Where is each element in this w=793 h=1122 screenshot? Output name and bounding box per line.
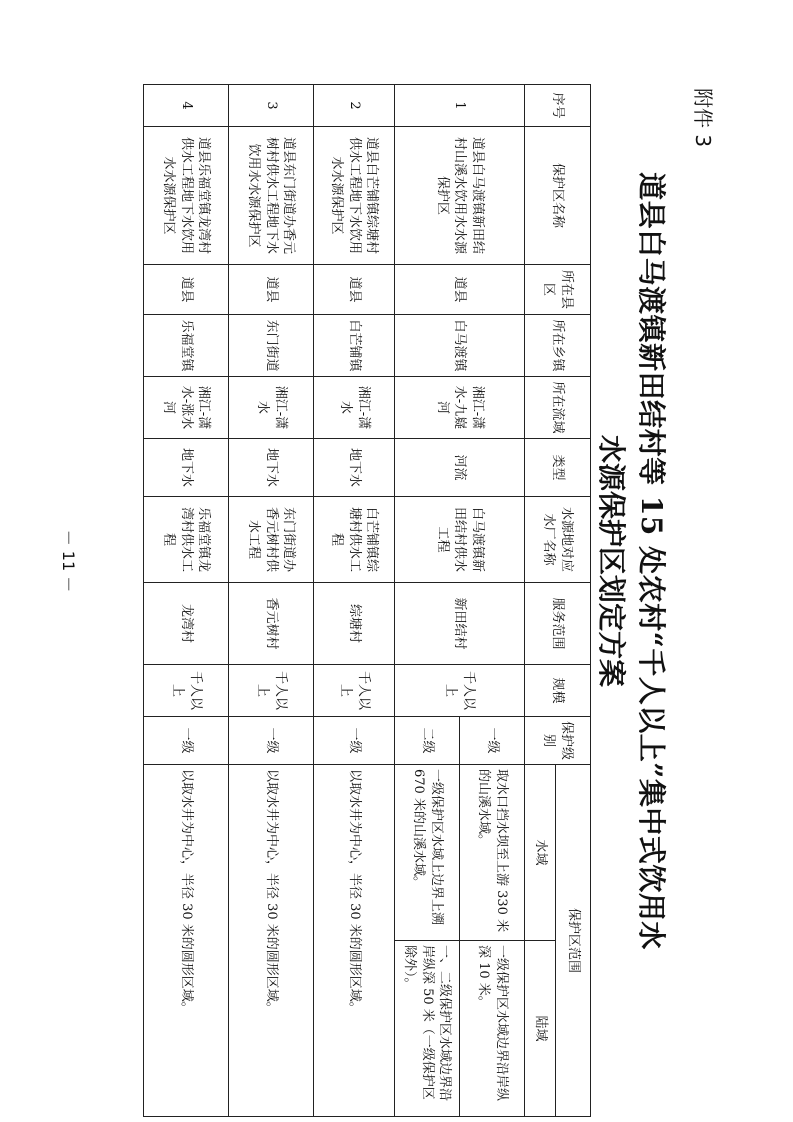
cell-service: 香元树村 bbox=[229, 583, 314, 665]
table-row bbox=[314, 85, 395, 1117]
protection-zone-table bbox=[143, 84, 591, 1117]
cell-seq: 4 bbox=[144, 85, 229, 127]
cell-seq: 1 bbox=[395, 85, 525, 127]
page-number: － 11 － bbox=[59, 529, 78, 593]
header-scale: 规模 bbox=[525, 665, 591, 717]
cell-name: 道县白马渡镇新田结村山溪水饮用水水源保护区 bbox=[395, 127, 525, 265]
cell-level: 二级 bbox=[395, 717, 460, 765]
cell-scale: 千人以上 bbox=[395, 665, 525, 717]
header-name: 保护区名称 bbox=[525, 127, 591, 265]
cell-county: 道县 bbox=[229, 265, 314, 315]
cell-town: 东门街道 bbox=[229, 315, 314, 377]
header-range: 保护区范围 bbox=[556, 765, 591, 1117]
cell-town: 白芒铺镇 bbox=[314, 315, 395, 377]
cell-plant: 白马渡镇新田结村供水工程 bbox=[395, 497, 525, 583]
cell-name: 道县东门街道办香元树村供水工程地下水饮用水水源保护区 bbox=[229, 127, 314, 265]
document-title-line2: 水源保护区划定方案 bbox=[595, 434, 628, 687]
header-type: 类型 bbox=[525, 439, 591, 497]
cell-county: 道县 bbox=[314, 265, 395, 315]
header-level: 保护级别 bbox=[525, 717, 591, 765]
cell-service: 龙湾村 bbox=[144, 583, 229, 665]
header-plant: 水源地对应水厂名称 bbox=[525, 497, 591, 583]
cell-level: 一级 bbox=[144, 717, 229, 765]
cell-basin: 湘江-潇水 bbox=[229, 377, 314, 439]
cell-type: 地下水 bbox=[144, 439, 229, 497]
cell-town: 乐福堂镇 bbox=[144, 315, 229, 377]
cell-plant: 乐福堂镇龙湾村供水工程 bbox=[144, 497, 229, 583]
cell-type: 地下水 bbox=[229, 439, 314, 497]
cell-type: 河流 bbox=[395, 439, 525, 497]
header-basin: 所在流域 bbox=[525, 377, 591, 439]
cell-scale: 千人以上 bbox=[314, 665, 395, 717]
cell-basin: 湘江-潇水-涨水河 bbox=[144, 377, 229, 439]
header-seq: 序号 bbox=[525, 85, 591, 127]
cell-seq: 3 bbox=[229, 85, 314, 127]
cell-range: 以取水井为中心，半径 30 米的圆形区域。 bbox=[229, 765, 314, 1117]
cell-basin: 湘江-潇水 bbox=[314, 377, 395, 439]
cell-level: 一级 bbox=[314, 717, 395, 765]
cell-level: 一级 bbox=[229, 717, 314, 765]
header-water: 水域 bbox=[525, 765, 556, 941]
cell-name: 道县白芒铺镇综塘村供水工程地下水饮用水水源保护区 bbox=[314, 127, 395, 265]
header-county: 所在县区 bbox=[525, 265, 591, 315]
header-town: 所在乡镇 bbox=[525, 315, 591, 377]
cell-service: 新田结村 bbox=[395, 583, 525, 665]
table-row bbox=[460, 85, 525, 1117]
cell-town: 白马渡镇 bbox=[395, 315, 525, 377]
table-row bbox=[144, 85, 229, 1117]
cell-range: 以取水井为中心，半径 30 米的圆形区域。 bbox=[144, 765, 229, 1117]
cell-water: 一级保护区水域上边界上溯 670 米的山溪水域。 bbox=[395, 765, 460, 941]
cell-type: 地下水 bbox=[314, 439, 395, 497]
cell-plant: 东门街道办香元树村供水工程 bbox=[229, 497, 314, 583]
cell-county: 道县 bbox=[395, 265, 525, 315]
cell-land: 一、二级保护区水域边界沿岸纵深 50 米（一级保护区除外）。 bbox=[395, 941, 460, 1117]
document-title-line1: 道县白马渡镇新田结村等 15 处农村“千人以上”集中式饮用水 bbox=[635, 172, 668, 950]
header-land: 陆域 bbox=[525, 941, 556, 1117]
cell-scale: 千人以上 bbox=[229, 665, 314, 717]
cell-scale: 千人以上 bbox=[144, 665, 229, 717]
table-header-row bbox=[556, 85, 591, 1117]
header-service: 服务范围 bbox=[525, 583, 591, 665]
cell-county: 道县 bbox=[144, 265, 229, 315]
cell-seq: 2 bbox=[314, 85, 395, 127]
cell-name: 道县乐福堂镇龙湾村供水工程地下水饮用水水源保护区 bbox=[144, 127, 229, 265]
cell-level: 一级 bbox=[460, 717, 525, 765]
cell-land: 一级保护区水域边界沿岸纵深 10 米。 bbox=[460, 941, 525, 1117]
table-row bbox=[229, 85, 314, 1117]
cell-plant: 白芒铺镇综塘村供水工程 bbox=[314, 497, 395, 583]
cell-basin: 湘江-潇水-九嶷河 bbox=[395, 377, 525, 439]
attachment-label: 附件 3 bbox=[691, 88, 715, 148]
cell-water: 取水口挡水坝至上游 330 米的山溪水域。 bbox=[460, 765, 525, 941]
cell-service: 综塘村 bbox=[314, 583, 395, 665]
cell-range: 以取水井为中心，半径 30 米的圆形区域。 bbox=[314, 765, 395, 1117]
